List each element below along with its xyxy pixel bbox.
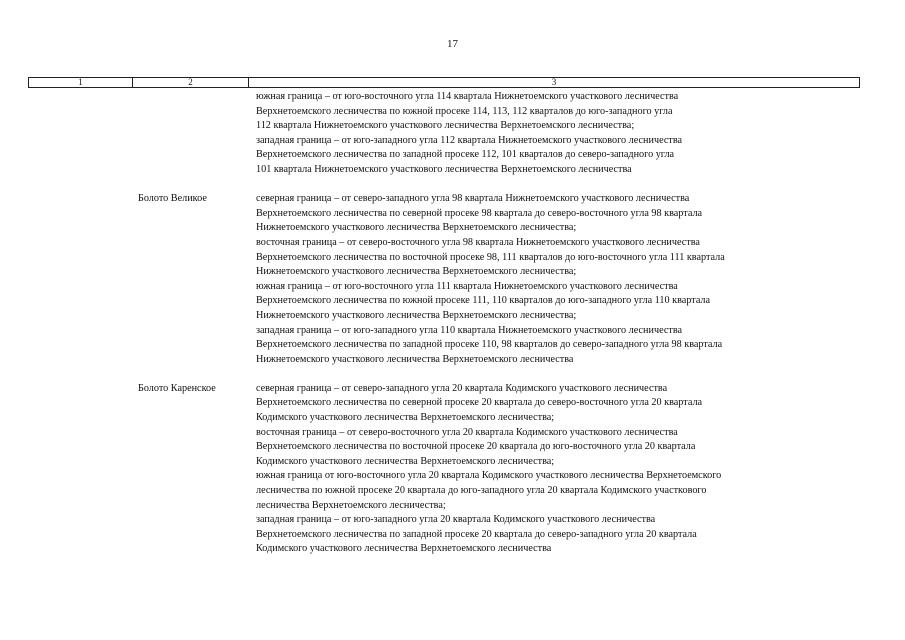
description-line: восточная граница – от северо-восточного угла 20 квартала Кодимского участкового лесничества	[256, 426, 678, 438]
description-line: Верхнетоемского лесничества по восточной просеке 98, 111 кварталов до юго-восточного угла 111 квартала	[256, 251, 725, 263]
row-description	[256, 90, 868, 178]
description-line: Верхнетоемского лесничества по западной просеке 112, 101 кварталов до северо-западного угла	[256, 149, 675, 161]
table-row	[28, 382, 868, 557]
row-description	[256, 382, 868, 557]
description-line: западная граница – от юго-западного угла 110 квартала Нижнетоемского участкового лесничества	[256, 324, 683, 336]
description-line: Верхнетоемского лесничества по южной просеке 114, 113, 112 кварталов до юго-западного угла	[256, 105, 673, 117]
description-line: северная граница – от северо-западного угла 20 квартала Кодимского участкового лесничества	[256, 382, 668, 394]
description-line: Верхнетоемского лесничества по восточной просеке 20 квартала до юго-восточного угла 20 квартала	[256, 441, 696, 453]
row-name	[28, 90, 256, 178]
table-row	[28, 192, 868, 367]
row-description	[256, 192, 868, 367]
description-line: Нижнетоемского участкового лесничества Верхнетоемского лесничества;	[256, 222, 577, 234]
description-line: Кодимского участкового лесничества Верхнетоемского лесничества;	[256, 412, 555, 424]
description-line: восточная граница – от северо-восточного угла 98 квартала Нижнетоемского участкового лесничества	[256, 236, 700, 248]
description-line: 112 квартала Нижнетоемского участкового лесничества Верхнетоемского лесничества;	[256, 120, 635, 132]
description-line: южная граница от юго-восточного угла 20 квартала Кодимского участкового лесничества Верхнетоемского	[256, 470, 722, 482]
description-line: лесничества Верхнетоемского лесничества;	[256, 499, 446, 511]
description-line: южная граница – от юго-восточного угла 114 квартала Нижнетоемского участкового лесничества	[256, 91, 679, 102]
header-col-2: 2	[133, 78, 249, 87]
description-line: северная граница – от северо-западного угла 98 квартала Нижнетоемского участкового лесничества	[256, 193, 690, 205]
description-line: Верхнетоемского лесничества по северной просеке 98 квартала до северо-восточного угла 98 квартала	[256, 207, 703, 219]
page-number: 17	[447, 38, 458, 50]
description-line: Нижнетоемского участкового лесничества Верхнетоемского лесничества;	[256, 309, 577, 321]
table-row	[28, 90, 868, 178]
description-line: лесничества по южной просеке 20 квартала до юго-западного угла 20 квартала Кодимского участкового	[256, 485, 707, 497]
row-name: Болото Великое	[138, 193, 207, 205]
description-line: Нижнетоемского участкового лесничества Верхнетоемского лесничества;	[256, 266, 577, 278]
description-line: западная граница – от юго-западного угла 20 квартала Кодимского участкового лесничества	[256, 514, 656, 526]
header-col-1: 1	[29, 78, 133, 87]
row-name: Болото Каренское	[138, 382, 216, 394]
row-spacer	[28, 178, 868, 193]
header-col-3: 3	[551, 77, 557, 87]
description-line: Верхнетоемского лесничества по западной просеке 110, 98 кварталов до северо-западного угла 98 квартала	[256, 339, 723, 351]
table-header-row	[28, 77, 860, 88]
description-line: Верхнетоемского лесничества по южной просеке 111, 110 кварталов до юго-западного угла 110 квартала	[256, 295, 711, 307]
description-line: Верхнетоемского лесничества по западной просеке 20 квартала до северо-западного угла 20 квартала	[256, 528, 697, 540]
description-line: южная граница – от юго-восточного угла 111 квартала Нижнетоемского участкового лесничества	[256, 280, 678, 292]
description-line: Кодимского участкового лесничества Верхнетоемского лесничества	[256, 543, 552, 555]
description-line: западная граница – от юго-западного угла 112 квартала Нижнетоемского участкового лесничества	[256, 134, 683, 146]
description-line: Верхнетоемского лесничества по северной просеке 20 квартала до северо-восточного угла 20 квартала	[256, 397, 703, 409]
description-line: 101 квартала Нижнетоемского участкового лесничества Верхнетоемского лесничества	[256, 163, 632, 175]
row-spacer	[28, 367, 868, 382]
table-body	[28, 90, 868, 557]
description-line: Кодимского участкового лесничества Верхнетоемского лесничества;	[256, 455, 555, 467]
description-line: Нижнетоемского участкового лесничества Верхнетоемского лесничества	[256, 353, 574, 365]
